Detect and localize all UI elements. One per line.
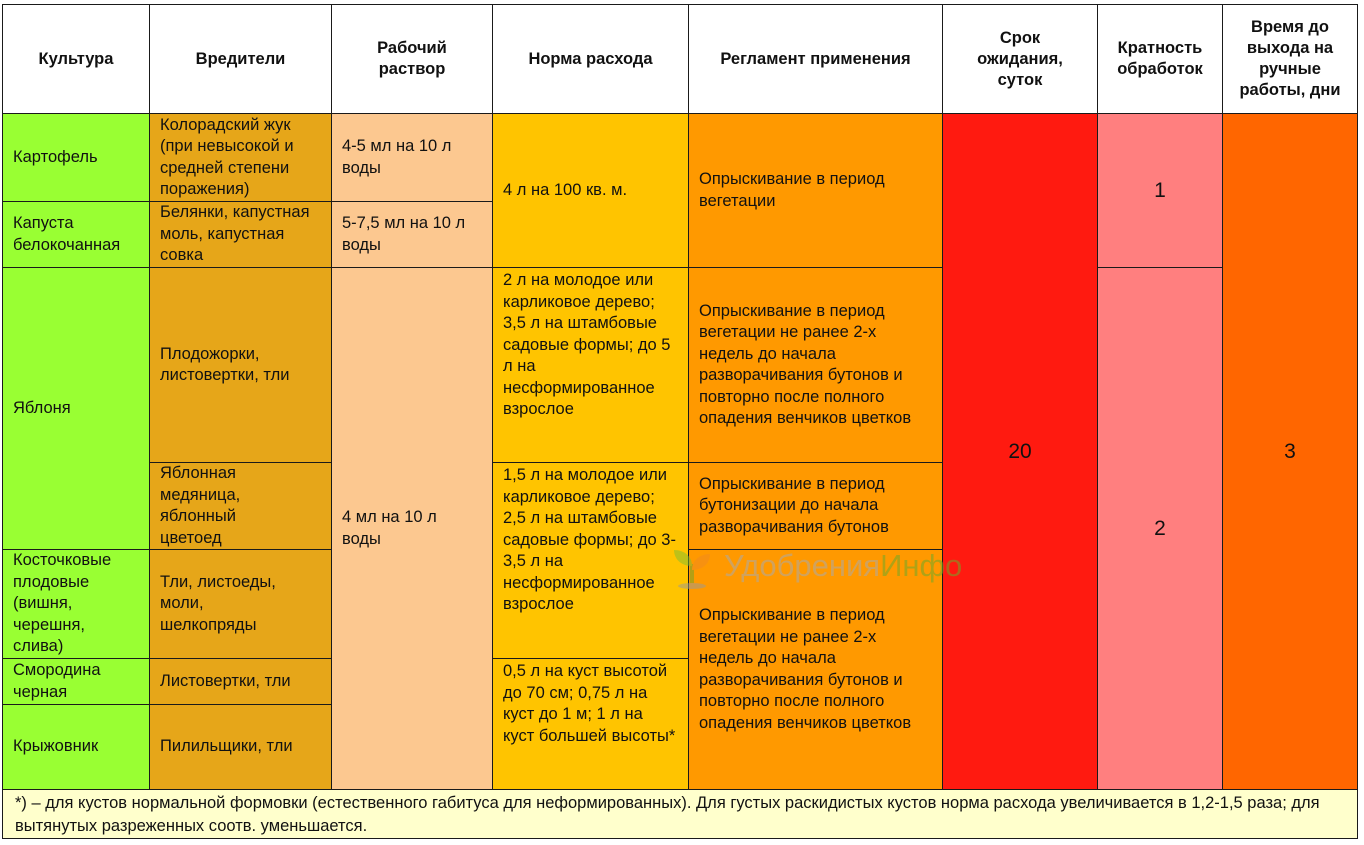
- header-multiplicity-label: Кратность обработок: [1117, 39, 1203, 78]
- pests-potato: [149, 113, 332, 202]
- header-regulation-label: Регламент применения: [720, 49, 911, 68]
- multiplicity-vegetables-label: 1: [1154, 178, 1166, 202]
- crop-stone-fruit-label: Косточковые плодовые (вишня, черешня, слива): [13, 551, 112, 656]
- solution-fruit: [331, 267, 493, 790]
- header-pests: [149, 4, 332, 114]
- rate-apple-2-stone-label: 1,5 л на молодое или карликовое дерево; 2,5 л на штамбовые садовые формы; до 3-3,5 л на несформированное взрослое: [503, 466, 676, 613]
- crop-gooseberry: [2, 704, 150, 790]
- crop-potato: [2, 113, 150, 202]
- solution-cabbage-label: 5-7,5 мл на 10 л воды: [342, 214, 466, 254]
- header-solution-label: Рабочий раствор: [377, 39, 447, 78]
- pests-currant: [149, 658, 332, 705]
- pests-stone-fruit: [149, 549, 332, 659]
- pests-apple-1: [149, 267, 332, 463]
- crop-cabbage-label: Капуста белокочанная: [13, 214, 121, 254]
- watermark-text-1: Удобрения: [724, 548, 881, 583]
- pests-cabbage: [149, 201, 332, 268]
- regulation-apple-1: [688, 267, 943, 463]
- multiplicity-vegetables: [1097, 113, 1223, 268]
- solution-fruit-label: 4 мл на 10 л воды: [342, 508, 437, 548]
- pests-gooseberry: [149, 704, 332, 790]
- rate-apple-1: [492, 267, 689, 463]
- rate-vegetables-label: 4 л на 100 кв. м.: [503, 180, 628, 199]
- regulation-apple-2-label: Опрыскивание в период бутонизации до начала разворачивания бутонов: [699, 474, 889, 536]
- header-manual-work-label: Время до выхода на ручные работы, дни: [1239, 18, 1341, 99]
- regulation-vegetables: [688, 113, 943, 268]
- crop-gooseberry-label: Крыжовник: [13, 737, 99, 756]
- pests-cabbage-label: Белянки, капустная моль, капустная совка: [160, 203, 310, 265]
- solution-cabbage: [331, 201, 493, 268]
- pests-potato-label: Колорадский жук (при невысокой и средней степени поражения): [160, 115, 294, 198]
- waiting-value: [942, 113, 1098, 790]
- crop-apple-label: Яблоня: [13, 398, 71, 417]
- manual-work-value: [1222, 113, 1358, 790]
- header-crop: [2, 4, 150, 114]
- header-rate-label: Норма расхода: [528, 49, 653, 68]
- rate-bushes-label: 0,5 л на куст высотой до 70 см; 0,75 л на куст до 1 м; 1 л на куст большей высоты*: [503, 662, 676, 745]
- header-manual-work: [1222, 4, 1358, 114]
- header-solution: [331, 4, 493, 114]
- header-waiting: [942, 4, 1098, 114]
- rate-apple-1-label: 2 л на молодое или карликовое дерево; 3,5 л на штамбовые садовые формы; до 5 л на несформированное взрослое: [503, 271, 671, 418]
- regulation-rest-label: Опрыскивание в период вегетации не ранее 2-х недель до начала разворачивания бутонов и повторно после полного опадения венчиков цветков: [699, 606, 912, 732]
- footnote-text: *) – для кустов нормальной формовки (естественного габитуса для неформированных). Для густых раскидистых кустов норма расхода увеличивается в 1,2-1,5 раза; для вытянутых разреженных соотв. уменьшается.: [15, 794, 1320, 835]
- solution-potato-label: 4-5 мл на 10 л воды: [342, 137, 452, 177]
- pests-apple-1-label: Плодожорки, листовертки, тли: [160, 344, 290, 384]
- regulation-rest: [688, 549, 943, 790]
- pests-currant-label: Листовертки, тли: [160, 671, 291, 690]
- pests-gooseberry-label: Пилильщики, тли: [160, 737, 293, 756]
- header-pests-label: Вредители: [195, 49, 286, 68]
- header-waiting-label: Срок ожидания, суток: [977, 28, 1063, 89]
- footnote: [2, 789, 1358, 839]
- header-rate: [492, 4, 689, 114]
- pests-apple-2-label: Яблонная медяница, яблонный цветоед: [160, 464, 241, 547]
- crop-apple: [2, 267, 150, 550]
- waiting-value-label: 20: [1008, 439, 1032, 463]
- manual-work-value-label: 3: [1284, 439, 1296, 463]
- multiplicity-fruit-label: 2: [1154, 516, 1166, 540]
- crop-stone-fruit: [2, 549, 150, 659]
- pests-stone-fruit-label: Тли, листоеды, моли, шелкопряды: [160, 572, 276, 634]
- multiplicity-fruit: [1097, 267, 1223, 790]
- crop-currant-label: Смородина черная: [13, 661, 101, 701]
- regulation-vegetables-label: Опрыскивание в период вегетации: [699, 170, 885, 210]
- header-regulation: [688, 4, 943, 114]
- crop-potato-label: Картофель: [13, 147, 98, 166]
- rate-apple-2-stone: [492, 462, 689, 659]
- watermark-text-2: Инфо: [880, 548, 963, 583]
- rate-bushes: [492, 658, 689, 790]
- regulation-apple-1-label: Опрыскивание в период вегетации не ранее 2-х недель до начала разворачивания бутонов и повторно после полного опадения венчиков цветков: [699, 301, 912, 427]
- pests-apple-2: [149, 462, 332, 550]
- crop-currant: [2, 658, 150, 705]
- solution-potato: [331, 113, 493, 202]
- regulation-apple-2: [688, 462, 943, 550]
- rate-vegetables: [492, 113, 689, 268]
- header-crop-label: Культура: [38, 49, 114, 68]
- header-multiplicity: [1097, 4, 1223, 114]
- crop-cabbage: [2, 201, 150, 268]
